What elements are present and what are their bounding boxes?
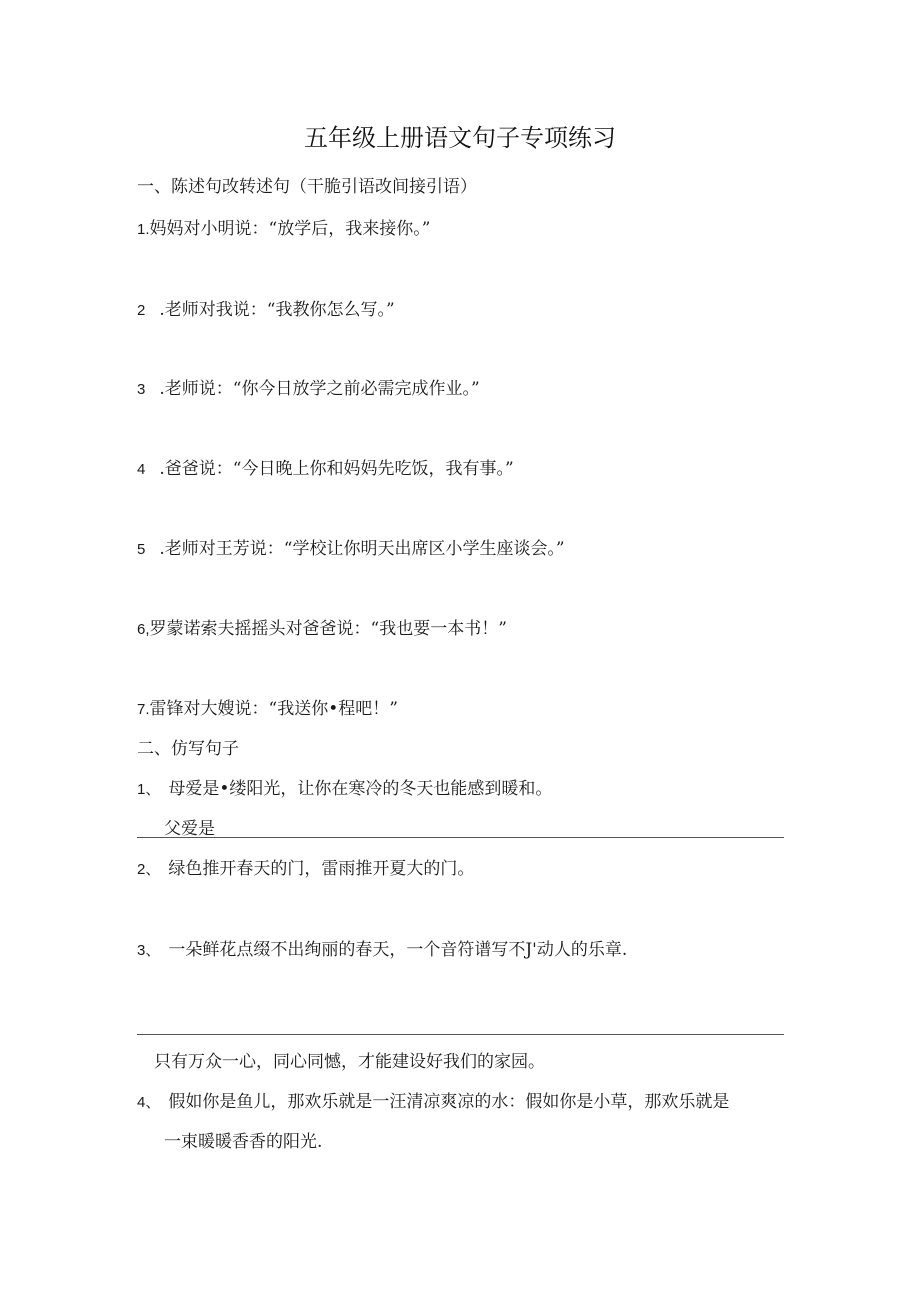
question-3 [137,377,480,402]
imitation-1 [137,777,552,802]
question-text: 妈妈对小明说：“放学后，我来接你。” [149,219,431,239]
question-number: 5 [137,541,146,558]
question-number: 3 [137,381,146,398]
question-text: 雷锋对大嫂说：“我送你•程吧！” [149,699,398,719]
question-4 [137,457,514,482]
question-text: .爸爸说：“今日晚上你和妈妈先吃饭，我有事。” [159,459,514,479]
question-text: .老师对王芳说：“学校让你明天出席区小学生座谈会。” [159,539,565,559]
question-number: 3、 [137,942,161,959]
page-title: 五年级上册语文句子专项练习 [304,124,616,152]
question-text: .老师对我说：“我教你怎么写。” [159,300,395,320]
question-5 [137,537,565,562]
question-number: 7. [137,701,150,718]
question-number: 1. [137,221,150,238]
question-2 [137,298,395,323]
imitation-2 [137,857,474,882]
question-text: .老师说：“你今日放学之前必需完成作业。” [159,379,480,399]
section-heading-2: 二、仿写句子 [137,739,239,759]
question-text: 母爱是•缕阳光，让你在寒冷的冬天也能感到暖和。 [168,779,553,799]
question-number: 4 [137,461,146,478]
question-number: 1、 [137,781,161,798]
question-number: 2、 [137,861,161,878]
question-6 [137,617,507,642]
section-heading-1: 一、陈述句改转述句（干脆引语改间接引语） [137,177,477,197]
question-7 [137,697,398,722]
answer-line [137,1034,784,1035]
question-text: 假如你是鱼儿，那欢乐就是一汪清凉爽凉的水：假如你是小草，那欢乐就是 [168,1092,730,1112]
question-text: 罗蒙诺索夫摇摇头对爸爸说：“我也要一本书！” [149,619,507,639]
question-number: 6, [137,621,150,638]
imitation-4 [137,1090,729,1115]
question-text: 一朵鲜花点缀不出绚丽的春天，一个音符谱写不J'动人的乐章. [168,940,628,960]
answer-line [137,837,784,838]
example-sentence: 只有万众一心，同心同憾，才能建设好我们的家园。 [154,1052,545,1072]
answer-prefix: 父爱是 [164,819,215,839]
question-text: 绿色推开春天的门，雷雨推开夏大的门。 [168,859,475,879]
imitation-4-continuation: 一束暖暖香香的阳光. [164,1132,323,1152]
imitation-3 [137,938,627,963]
question-number: 4、 [137,1094,161,1111]
question-1 [137,217,430,242]
question-number: 2 [137,302,146,319]
